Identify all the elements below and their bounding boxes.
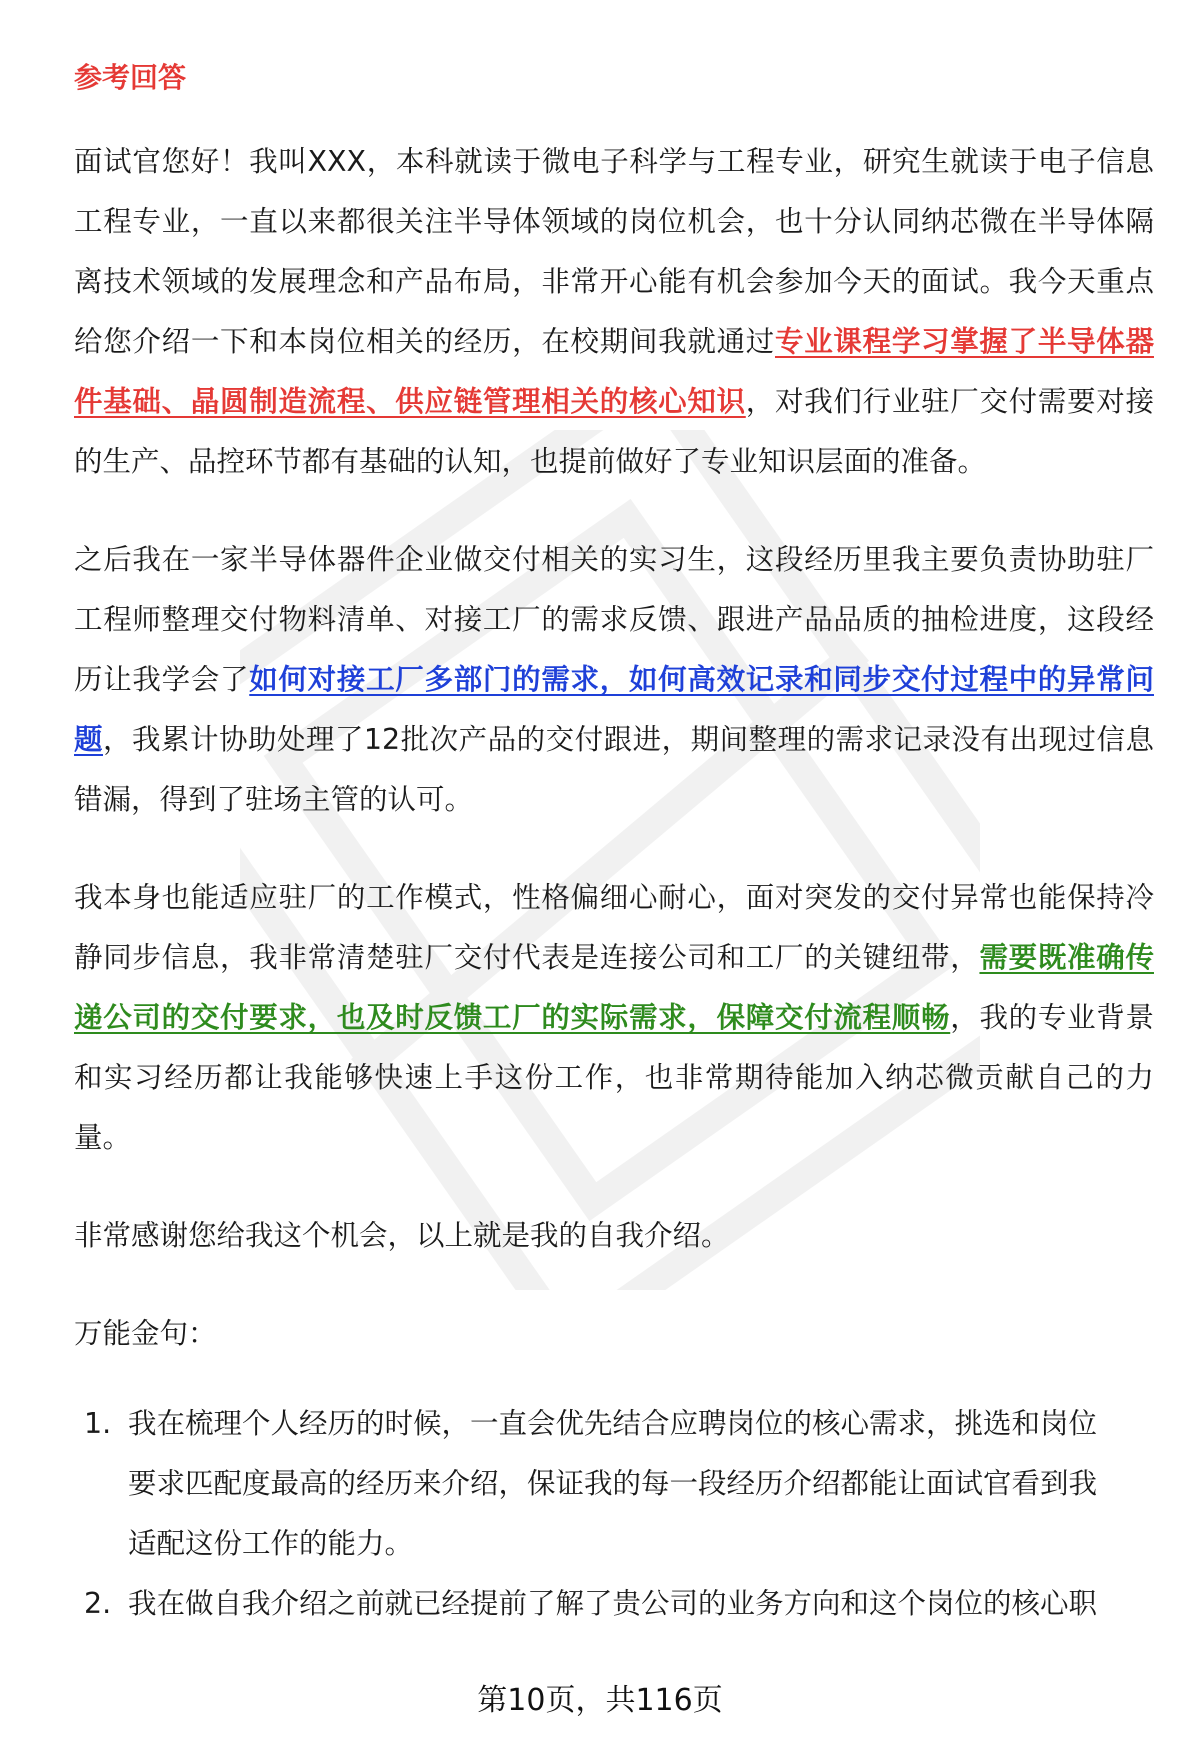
list-item-line <box>74 1394 1154 1454</box>
list-item-line <box>74 1454 1154 1514</box>
internship-paragraph <box>74 530 1154 830</box>
golden-phrases-label: 万能金句： <box>74 1317 217 1350</box>
paragraph-text: 之后我在一家半导体器件企业做交付相关的实习生，这段经历里我主要负责协助驻厂工程师整理交付物料清单、对接工厂的需求反馈、跟进产品品质的抽检进度，这段经历让我学会了 <box>74 543 1154 696</box>
list-item-line <box>74 1514 1154 1574</box>
list-item-text: 我在做自我介绍之前就已经提前了解了贵公司的业务方向和这个岗位的核心职 <box>128 1587 1098 1620</box>
list-number: 1. <box>84 1407 112 1440</box>
list-number: 2. <box>84 1587 112 1620</box>
list-item-text: 我在梳理个人经历的时候，一直会优先结合应聘岗位的核心需求，挑选和岗位 <box>128 1407 1098 1440</box>
intro-paragraph <box>74 132 1154 492</box>
fit-paragraph <box>74 868 1154 1168</box>
paragraph-text: ，对我们行业驻厂交付需要对接的生产、品控环节都有基础的认知，也提前做好了专业知识层面的准备。 <box>74 385 1154 478</box>
list-item-text: 要求匹配度最高的经历来介绍，保证我的每一段经历介绍都能让面试官看到我 <box>128 1467 1098 1500</box>
paragraph-text: ，我累计协助处理了12批次产品的交付跟进，期间整理的需求记录没有出现过信息错漏，得到了驻场主管的认可。 <box>74 723 1154 816</box>
highlight-red: 专业课程学习掌握了半导体器件基础、晶圆制造流程、供应链管理相关的核心知识 <box>74 325 1154 418</box>
closing-paragraph: 非常感谢您给我这个机会，以上就是我的自我介绍。 <box>74 1219 730 1252</box>
answer-heading: 参考回答 <box>74 61 187 94</box>
page-number-footer: 第10页，共116页 <box>477 1683 723 1718</box>
paragraph-text: 面试官您好！我叫XXX，本科就读于微电子科学与工程专业，研究生就读于电子信息工程专业，一直以来都很关注半导体领域的岗位机会，也十分认同纳芯微在半导体隔离技术领域的发展理念和产品布局，非常开心能有机会参加今天的面试。我今天重点给您介绍一下和本岗位相关的经历，在校期间我就通过 <box>74 145 1154 358</box>
list-item-line <box>74 1574 1154 1634</box>
highlight-green: 需要既准确传递公司的交付要求，也及时反馈工厂的实际需求，保障交付流程顺畅 <box>74 941 1154 1034</box>
golden-phrases-list <box>74 1394 1154 1634</box>
highlight-blue: 如何对接工厂多部门的需求，如何高效记录和同步交付过程中的异常问题 <box>74 663 1154 756</box>
list-item-text: 适配这份工作的能力。 <box>128 1527 414 1560</box>
paragraph-text: 我本身也能适应驻厂的工作模式，性格偏细心耐心，面对突发的交付异常也能保持冷静同步信息，我非常清楚驻厂交付代表是连接公司和工厂的关键纽带， <box>74 881 1154 974</box>
paragraph-text: ，我的专业背景和实习经历都让我能够快速上手这份工作，也非常期待能加入纳芯微贡献自己的力量。 <box>74 1001 1154 1154</box>
document-body <box>74 132 1154 1634</box>
